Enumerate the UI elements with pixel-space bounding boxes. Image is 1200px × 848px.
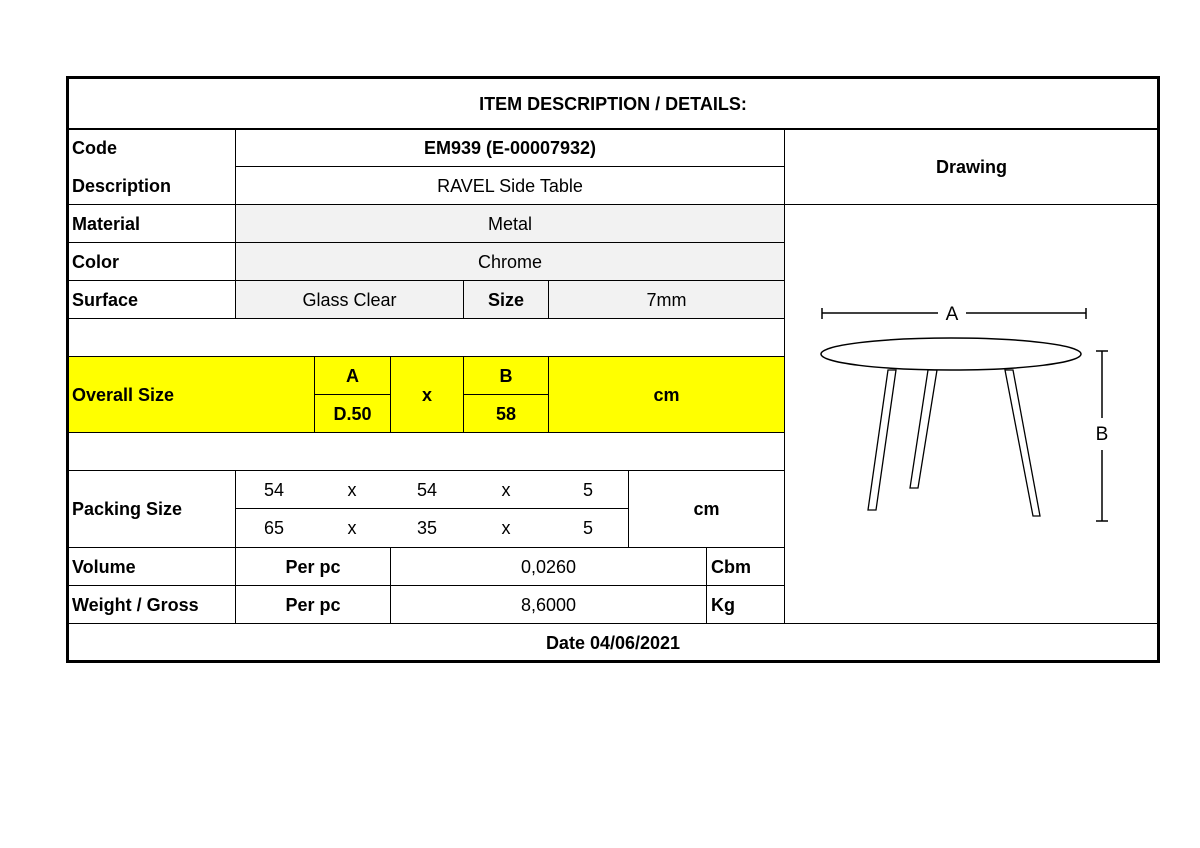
overall-size-label: Overall Size: [72, 384, 175, 405]
size-label: Size: [487, 289, 525, 310]
weight-per: Per pc: [285, 594, 341, 615]
table-drawing: [800, 290, 1120, 530]
volume-label: Volume: [72, 556, 136, 577]
packing-row2-x2: x: [501, 518, 511, 538]
packing-size-label: Packing Size: [72, 499, 183, 519]
packing-unit: cm: [693, 499, 720, 519]
color-label: Color: [72, 251, 119, 272]
code-label: Code: [72, 138, 117, 158]
volume-per: Per pc: [285, 556, 341, 577]
packing-row2-d1: 65: [263, 518, 285, 538]
packing-row1-x1: x: [347, 479, 357, 500]
weight-label: Weight / Gross: [72, 594, 199, 615]
volume-unit: Cbm: [711, 556, 751, 577]
description-label: Description: [72, 175, 172, 196]
packing-row2-d2: 35: [416, 518, 438, 538]
dimension-b-label: B: [1095, 424, 1109, 445]
weight-unit: Kg: [711, 594, 735, 615]
dimension-a-label: A: [945, 304, 959, 325]
material-label: Material: [72, 213, 141, 234]
overall-a-label: A: [346, 365, 359, 386]
packing-row1-d2: 54: [416, 479, 438, 500]
drawing-label: Drawing: [935, 157, 1007, 177]
table-top: [821, 338, 1081, 370]
table-legs: [868, 370, 1040, 516]
sheet-title: ITEM DESCRIPTION / DETAILS:: [479, 93, 747, 114]
surface-label: Surface: [72, 289, 139, 310]
material-value: Metal: [487, 213, 532, 234]
volume-value: 0,0260: [520, 556, 577, 577]
packing-row1-x2: x: [501, 479, 511, 500]
overall-b-value: 58: [495, 403, 517, 424]
code-value: EM939 (E-00007932): [423, 138, 597, 158]
packing-row2-x1: x: [347, 518, 357, 538]
footer-date: Date 04/06/2021: [545, 633, 681, 653]
overall-b-label: B: [499, 365, 513, 386]
packing-row1-d1: 54: [263, 479, 285, 500]
weight-value: 8,6000: [520, 594, 577, 615]
packing-row1-d3: 5: [582, 479, 593, 500]
overall-a-value: D.50: [333, 403, 372, 424]
color-value: Chrome: [477, 251, 543, 272]
description-value: RAVEL Side Table: [437, 175, 583, 196]
size-value: 7mm: [646, 289, 687, 310]
surface-value: Glass Clear: [302, 289, 397, 310]
overall-x: x: [421, 384, 432, 405]
overall-unit: cm: [653, 384, 680, 405]
packing-row2-d3: 5: [582, 518, 593, 538]
